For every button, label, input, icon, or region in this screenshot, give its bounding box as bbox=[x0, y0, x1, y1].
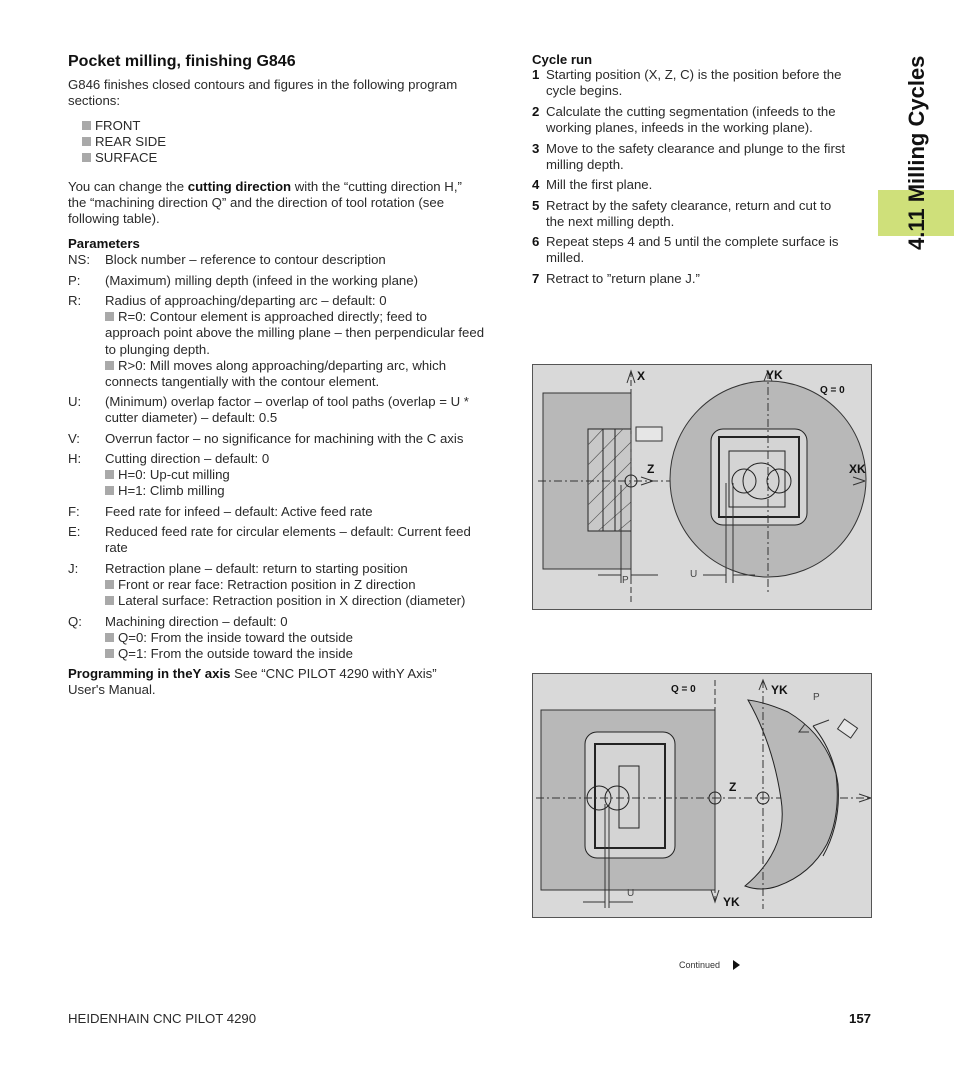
z-axis-label: Z bbox=[647, 462, 655, 476]
parameter-line: (Minimum) overlap factor – overlap of tool paths (overlap = U * bbox=[105, 394, 469, 409]
step-line: Retract by the safety clearance, return and cut to bbox=[546, 198, 832, 213]
step-line: the next milling depth. bbox=[546, 214, 675, 230]
step-text bbox=[546, 271, 876, 287]
cycle-steps bbox=[532, 67, 877, 297]
step-text bbox=[546, 198, 876, 230]
step-text bbox=[546, 67, 876, 99]
u-dimension-label: U bbox=[627, 888, 635, 899]
step-number: 7 bbox=[532, 271, 540, 286]
parameter-line: cutter diameter) – default: 0.5 bbox=[105, 410, 278, 426]
parameter-key: E: bbox=[68, 524, 81, 539]
cutting-direction-text: You can change the cutting direction with the “cutting direction H,” the “machining direction Q” and the direction of tool rotation (see following table). bbox=[68, 179, 462, 227]
parameter-key: H: bbox=[68, 451, 82, 466]
q-label: Q = 0 bbox=[820, 385, 845, 396]
u-dimension-label: U bbox=[690, 569, 698, 580]
parameter-bullet: Front or rear face: Retraction position in Z direction bbox=[105, 577, 510, 593]
step-number: 4 bbox=[532, 177, 540, 192]
step-line: milled. bbox=[546, 250, 585, 266]
step-text bbox=[546, 104, 876, 136]
parameter-description bbox=[105, 293, 510, 390]
parameter-line: Reduced feed rate for circular elements – default: Current feed bbox=[105, 524, 471, 539]
step-line: Retract to ”return plane J.” bbox=[546, 271, 700, 286]
intro-text bbox=[68, 77, 508, 109]
parameter-line: Cutting direction – default: 0 bbox=[105, 451, 270, 466]
parameter-key: P: bbox=[68, 273, 81, 288]
parameter-key: V: bbox=[68, 431, 80, 446]
parameter-description bbox=[105, 431, 510, 447]
parameter-bullet: R>0: Mill moves along approaching/departing arc, which bbox=[105, 358, 510, 374]
section-list bbox=[82, 118, 166, 167]
parameter-line: (Maximum) milling depth (infeed in the working plane) bbox=[105, 273, 418, 288]
page-title: Pocket milling, finishing G846 bbox=[68, 53, 296, 70]
step-text bbox=[546, 177, 876, 193]
step-line: Starting position (X, Z, C) is the position before the bbox=[546, 67, 842, 82]
parameter-bullet: Q=1: From the outside toward the inside bbox=[105, 646, 510, 662]
continued-arrow-icon bbox=[733, 960, 740, 970]
step-line: Calculate the cutting segmentation (infeeds to the bbox=[546, 104, 836, 119]
step-number: 3 bbox=[532, 141, 540, 156]
xk-axis-label: XK bbox=[849, 462, 866, 476]
step-line: milling depth. bbox=[546, 157, 624, 173]
bullet-square-icon bbox=[82, 153, 91, 162]
parameter-line: Feed rate for infeed – default: Active feed rate bbox=[105, 504, 373, 519]
chapter-title bbox=[891, 54, 937, 254]
parameter-line: Retraction plane – default: return to starting position bbox=[105, 561, 408, 576]
parameter-description bbox=[105, 614, 510, 663]
parameter-key: J: bbox=[68, 561, 79, 576]
continued-label: Continued bbox=[679, 960, 721, 970]
parameter-bullet: R=0: Contour element is approached directly; feed to bbox=[105, 309, 510, 325]
parameter-key: Q: bbox=[68, 614, 82, 629]
bullet-square-icon bbox=[105, 470, 114, 479]
bullet-square-icon bbox=[82, 121, 91, 130]
q-label: Q = 0 bbox=[671, 684, 696, 695]
step-line: Mill the first plane. bbox=[546, 177, 653, 192]
parameters-heading: Parameters bbox=[68, 236, 140, 251]
step-line: cycle begins. bbox=[546, 83, 623, 99]
parameter-key: NS: bbox=[68, 252, 90, 267]
parameter-description bbox=[105, 504, 510, 520]
yk-axis-label: YK bbox=[766, 368, 783, 382]
bullet-square-icon bbox=[82, 137, 91, 146]
cycle-run-heading: Cycle run bbox=[532, 52, 593, 67]
step-text bbox=[546, 234, 876, 266]
parameter-bullet: approach point above the milling plane – then perpendicular feed bbox=[105, 325, 485, 341]
parameter-line: rate bbox=[105, 540, 128, 556]
parameter-bullet: H=1: Climb milling bbox=[105, 483, 510, 499]
parameter-description bbox=[105, 252, 510, 268]
parameter-bullet: connects tangentially with the contour element. bbox=[105, 374, 380, 390]
parameter-line: Block number – reference to contour description bbox=[105, 252, 386, 267]
parameter-description bbox=[105, 273, 510, 289]
parameter-key: F: bbox=[68, 504, 80, 519]
page-number: 157 bbox=[849, 1011, 872, 1026]
bullet-square-icon bbox=[105, 486, 114, 495]
footer-product: HEIDENHAIN CNC PILOT 4290 bbox=[68, 1011, 257, 1026]
bullet-square-icon bbox=[105, 649, 114, 658]
parameter-description bbox=[105, 394, 510, 426]
bullet-square-icon bbox=[105, 596, 114, 605]
step-number: 1 bbox=[532, 67, 540, 82]
parameter-key: R: bbox=[68, 293, 82, 308]
p-dimension-label: P bbox=[622, 575, 629, 586]
parameter-description bbox=[105, 524, 510, 556]
figure-lateral-surface-milling bbox=[532, 673, 872, 918]
chapter-title-text: 4.11 Milling Cycles bbox=[904, 55, 929, 250]
parameter-line: Overrun factor – no significance for machining with the C axis bbox=[105, 431, 464, 446]
yk-axis-label-bottom: YK bbox=[723, 895, 740, 909]
parameter-description bbox=[105, 561, 510, 610]
parameter-key: U: bbox=[68, 394, 82, 409]
parameter-bullet: to plunging depth. bbox=[105, 341, 210, 357]
yk-axis-label-top: YK bbox=[771, 683, 788, 697]
bullet-square-icon bbox=[105, 580, 114, 589]
figure-front-face-milling bbox=[532, 364, 872, 610]
parameter-line: Machining direction – default: 0 bbox=[105, 614, 288, 629]
bullet-square-icon bbox=[105, 312, 114, 321]
z-axis-label: Z bbox=[729, 780, 737, 794]
list-item: FRONT bbox=[82, 118, 166, 134]
step-line: Repeat steps 4 and 5 until the complete surface is bbox=[546, 234, 839, 249]
bullet-square-icon bbox=[105, 633, 114, 642]
parameter-bullet: Lateral surface: Retraction position in X direction (diameter) bbox=[105, 593, 510, 609]
intro-line: sections: bbox=[68, 93, 121, 109]
intro-line: G846 finishes closed contours and figures in the following program bbox=[68, 77, 458, 92]
parameter-bullet: H=0: Up-cut milling bbox=[105, 467, 510, 483]
step-number: 5 bbox=[532, 198, 540, 213]
parameters-list bbox=[68, 252, 513, 692]
step-line: working planes, infeeds in the working plane). bbox=[546, 120, 813, 136]
bullet-square-icon bbox=[105, 361, 114, 370]
p-dimension-label: P bbox=[813, 692, 820, 703]
list-item: SURFACE bbox=[82, 150, 166, 166]
parameter-description bbox=[105, 451, 510, 500]
parameter-bullet: Q=0: From the inside toward the outside bbox=[105, 630, 510, 646]
step-line: Move to the safety clearance and plunge to the first bbox=[546, 141, 846, 156]
parameter-line: Radius of approaching/departing arc – default: 0 bbox=[105, 293, 387, 308]
list-item: REAR SIDE bbox=[82, 134, 166, 150]
step-number: 2 bbox=[532, 104, 540, 119]
programming-y-axis-note: Programming in theY axis See “CNC PILOT 4290 withY Axis” User's Manual. bbox=[68, 666, 437, 698]
x-axis-label: X bbox=[637, 369, 646, 383]
step-text bbox=[546, 141, 876, 173]
step-number: 6 bbox=[532, 234, 540, 249]
